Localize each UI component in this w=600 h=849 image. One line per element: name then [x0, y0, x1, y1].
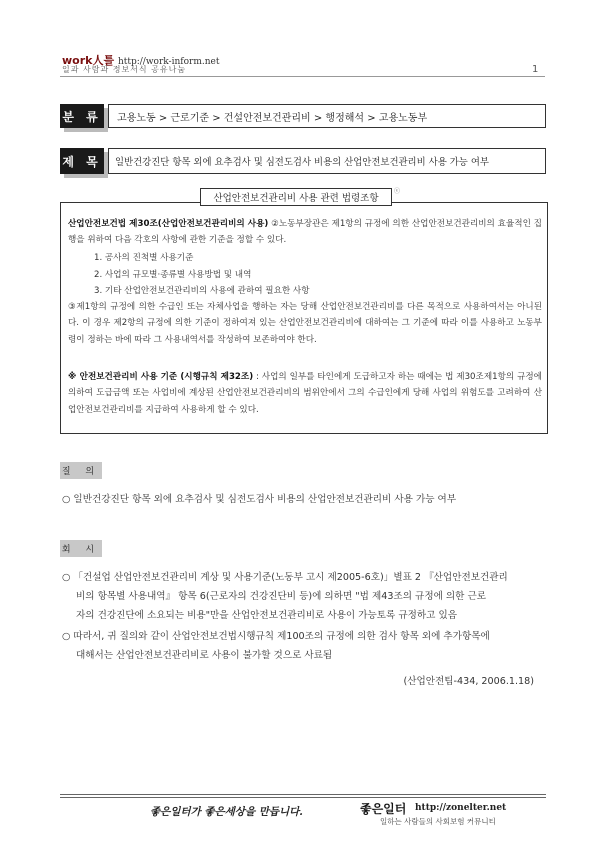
- answer-label: 회 시: [60, 540, 102, 557]
- footer-divider: [60, 797, 546, 798]
- footer-url[interactable]: http://zonelter.net: [415, 803, 507, 813]
- law-box-title: 산업안전보건관리비 사용 관련 법령조항: [200, 188, 392, 206]
- law-box-tag: ⓥ: [394, 188, 401, 195]
- footer-slogan: 좋은일터가 좋은세상을 만듭니다.: [150, 806, 303, 818]
- classification-value: 고용노동 > 근로기준 > 건설안전보건관리비 > 행정해석 > 고용노동부: [108, 104, 546, 128]
- law-article-title: 산업안전보건법 제30조(산업안전보건관리비의 사용): [68, 219, 269, 229]
- law-item: 3. 기타 산업안전보건관리비의 사용에 관하여 필요한 사항: [94, 286, 310, 296]
- subject-title: 일반건강진단 항목 외에 요추검사 및 심전도검사 비용의 산업안전보건관리비 사용 가능 여부: [108, 148, 546, 174]
- answer-line: 비의 항목별 사용내역』 항목 6(근로자의 건강진단비 등)에 의하면 "법 제43조의 규정에 의한 근로: [76, 591, 487, 602]
- footer-divider: [60, 794, 546, 795]
- footer-brand: 좋은일터: [360, 802, 407, 816]
- law-article-text: ②노동부장관은 제1항의 규정에 의한 산업안전보건관리비의 효율적인 집행을 위하여 다음 각호의 사항에 관한 기준을 정할 수 있다.: [68, 219, 542, 246]
- law-rule-text: : 사업의 일부를 타인에게 도급하고자 하는 때에는 법 제30조제1항의 규정에 의하여 도급금액 또는 사업비에 계상된 산업안전보건관리비의 범위안에서 그의 수급인에게 당해 사업의 위험도를 고려하여 산업안전보건관리비를 지급하여 사용하게 할 수 있다.: [68, 372, 542, 415]
- law-paragraph-2: ③제1항의 규정에 의한 수급인 또는 자체사업을 행하는 자는 당해 산업안전보건관리비를 다른 목적으로 사용하여서는 아니된다. 이 경우 제2항의 규정에 의한 기준이 정하여져 있는 산업안전보건관리비에 대하여는 그 기준에 따라 이를 사용하고 노동부령이 정하는 바에 따라 그 사용내역서를 작성하여 보존하여야 한다.: [68, 302, 542, 345]
- law-item: 1. 공사의 진척별 사용기준: [94, 253, 194, 263]
- site-subtitle: 일과 사람과 정보서식 공유나눔: [62, 65, 187, 74]
- answer-line: 대해서는 산업안전보건관리비로 사용이 불가할 것으로 사료됨: [76, 650, 333, 661]
- question-text: ○ 일반건강진단 항목 외에 요추검사 및 심전도검사 비용의 산업안전보건관리비 사용 가능 여부: [62, 494, 457, 505]
- law-item: 2. 사업의 규모별·종류별 사용방법 및 내역: [94, 270, 252, 280]
- answer-reference: (산업안전팀-434, 2006.1.18): [403, 676, 534, 687]
- classification-label: 분 류: [60, 104, 104, 128]
- site-brand: work人틀: [62, 54, 115, 67]
- law-paragraph-1: [68, 216, 542, 249]
- header-divider: [60, 76, 545, 77]
- answer-line: ○ 「건설업 산업안전보건관리비 계상 및 사용기준(노동부 고시 제2005-6호)」별표 2 『산업안전보건관리: [62, 572, 508, 583]
- answer-line: 자의 건강진단에 소요되는 비용"만을 산업안전보건관리비로 사용이 가능토록 규정하고 있음: [76, 610, 457, 621]
- law-rule-title: ※ 안전보건관리비 사용 기준 (시행규칙 제32조): [68, 372, 254, 382]
- answer-line: ○ 따라서, 귀 질의와 같이 산업안전보건법시행규칙 제100조의 규정에 의한 검사 항목 외에 추가항목에: [62, 631, 490, 642]
- law-paragraph-3: [68, 369, 542, 418]
- page-number: 1: [532, 64, 539, 75]
- question-label: 질 의: [60, 462, 102, 479]
- footer-subtitle: 일하는 사람들의 사회보험 커뮤니티: [380, 817, 496, 826]
- subject-label: 제 목: [60, 148, 104, 174]
- site-url[interactable]: http://work-inform.net: [117, 57, 220, 67]
